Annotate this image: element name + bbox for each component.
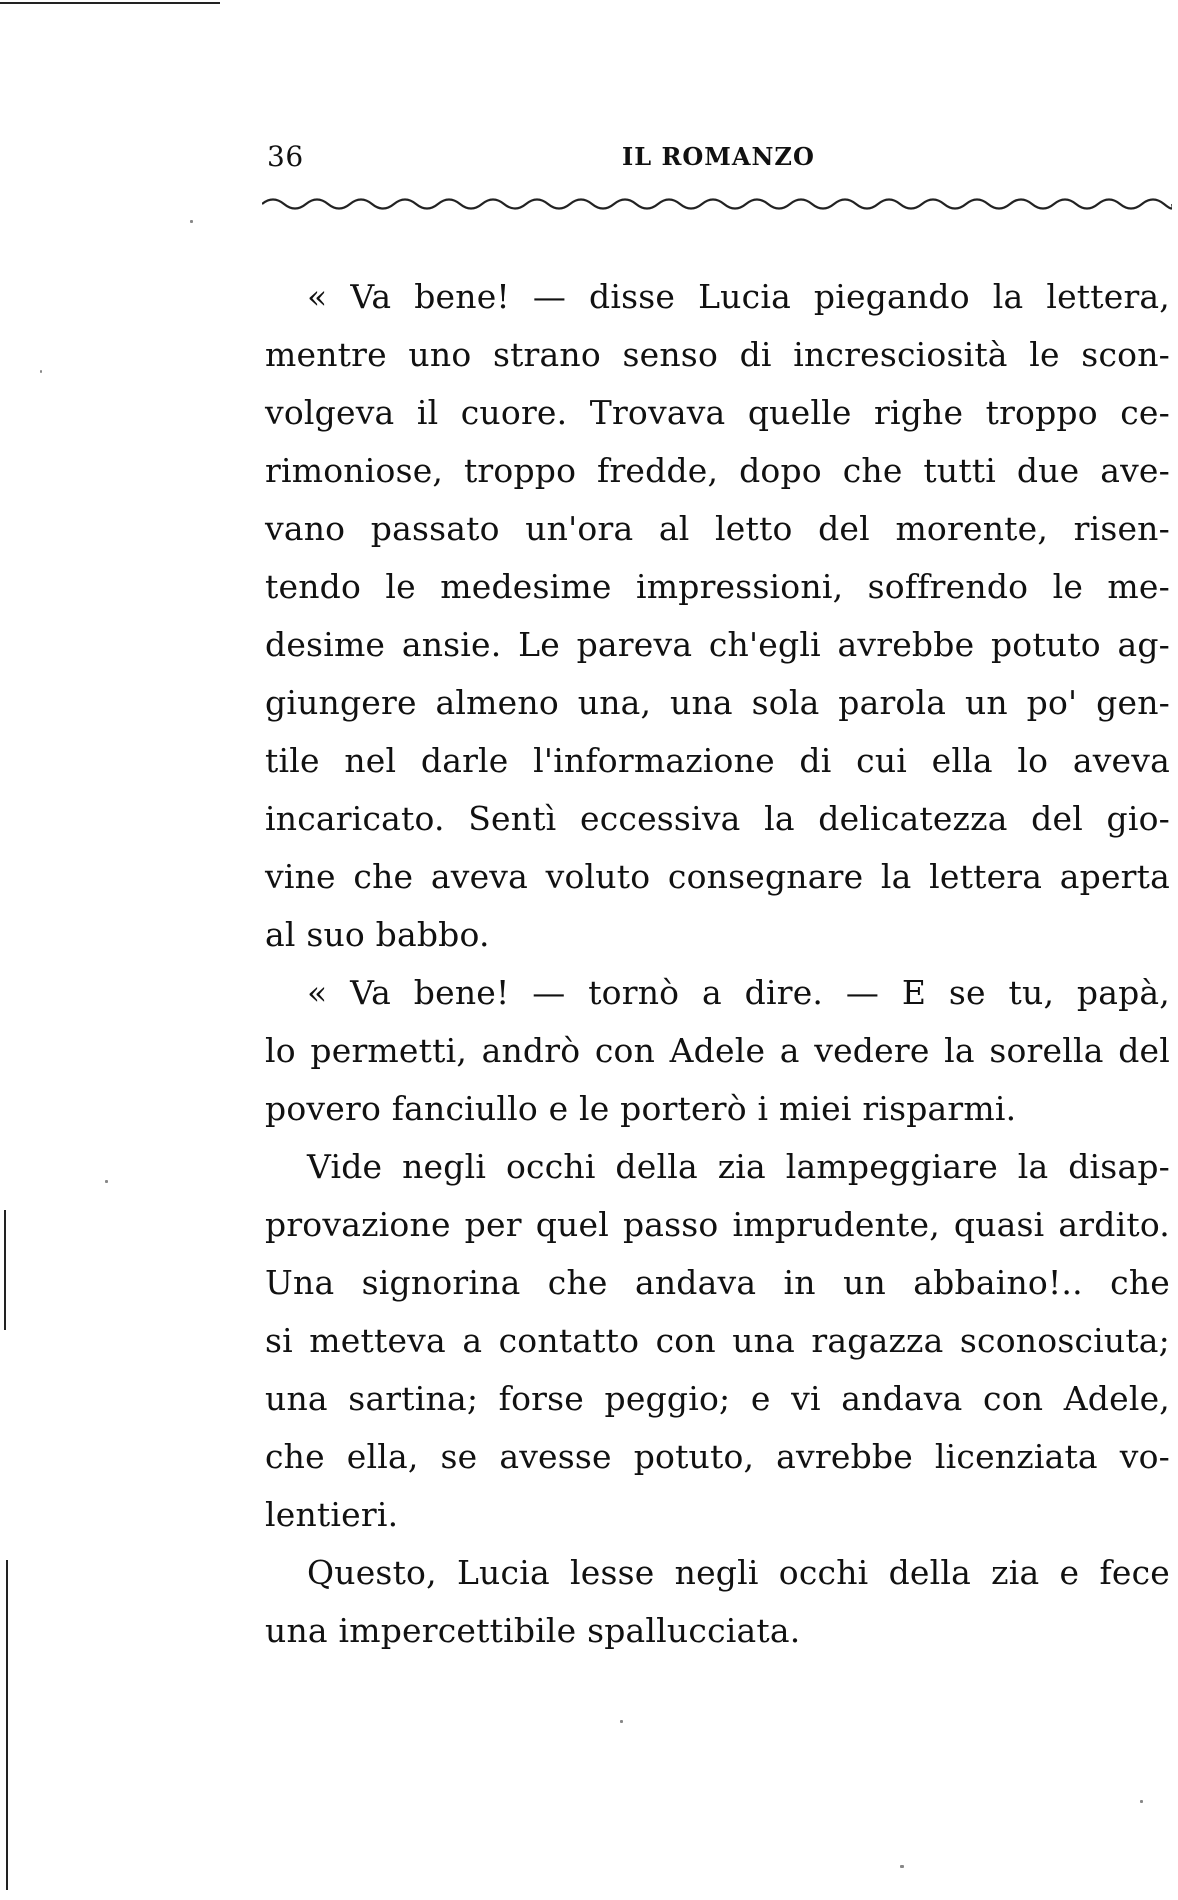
text-line: Vide negli occhi della zia lampeggiare la disap- [307, 1147, 1170, 1186]
text-line: mentre uno strano senso di incresciosità le scon- [265, 335, 1170, 374]
text-line: che ella, se avesse potuto, avrebbe licenziata vo- [265, 1437, 1170, 1476]
text-line: giungere almeno una, una sola parola un po' gen- [265, 683, 1170, 722]
page-header [267, 137, 1172, 177]
text-line: « Va bene! — disse Lucia piegando la lettera, [307, 277, 1170, 316]
text-line: si metteva a contatto con una ragazza sconosciuta; [265, 1321, 1170, 1360]
running-title: IL ROMANZO [622, 142, 815, 171]
scan-speck [1140, 1800, 1143, 1803]
text-line: vine che aveva voluto consegnare la lettera aperta [265, 857, 1170, 896]
text-line: incaricato. Sentì eccessiva la delicatezza del gio- [265, 799, 1170, 838]
scan-edge-mark [6, 1560, 8, 1890]
scan-speck [900, 1865, 904, 1868]
text-line: lo permetti, andrò con Adele a vedere la sorella del [265, 1031, 1170, 1070]
text-line: « Va bene! — tornò a dire. — E se tu, papà, [307, 973, 1170, 1012]
text-line: povero fanciullo e le porterò i miei risparmi. [265, 1089, 1017, 1128]
text-line: tile nel darle l'informazione di cui ella lo aveva [265, 741, 1170, 780]
text-line: volgeva il cuore. Trovava quelle righe troppo ce- [265, 393, 1170, 432]
text-line: Questo, Lucia lesse negli occhi della zia e fece [307, 1553, 1170, 1592]
text-line: desime ansie. Le pareva ch'egli avrebbe potuto ag- [265, 625, 1170, 664]
text-line: provazione per quel passo imprudente, quasi ardito. [265, 1205, 1170, 1244]
page-number: 36 [267, 140, 304, 173]
body-text [265, 268, 1170, 1660]
text-line: una impercettibile spallucciata. [265, 1611, 801, 1650]
text-line: al suo babbo. [265, 915, 490, 954]
scan-speck [190, 220, 193, 223]
scan-edge-mark [0, 2, 220, 4]
header-wavy-rule [262, 195, 1172, 213]
scan-speck [40, 370, 42, 373]
text-line: vano passato un'ora al letto del morente, risen- [265, 509, 1170, 548]
scan-speck [620, 1720, 623, 1723]
text-line: lentieri. [265, 1495, 399, 1534]
text-line: tendo le medesime impressioni, soffrendo le me- [265, 567, 1170, 606]
text-line: rimoniose, troppo fredde, dopo che tutti due ave- [265, 451, 1170, 490]
text-line: una sartina; forse peggio; e vi andava con Adele, [265, 1379, 1170, 1418]
scan-edge-mark [4, 1210, 6, 1330]
text-line: Una signorina che andava in un abbaino!.. che [265, 1263, 1170, 1302]
scan-speck [105, 1180, 108, 1183]
